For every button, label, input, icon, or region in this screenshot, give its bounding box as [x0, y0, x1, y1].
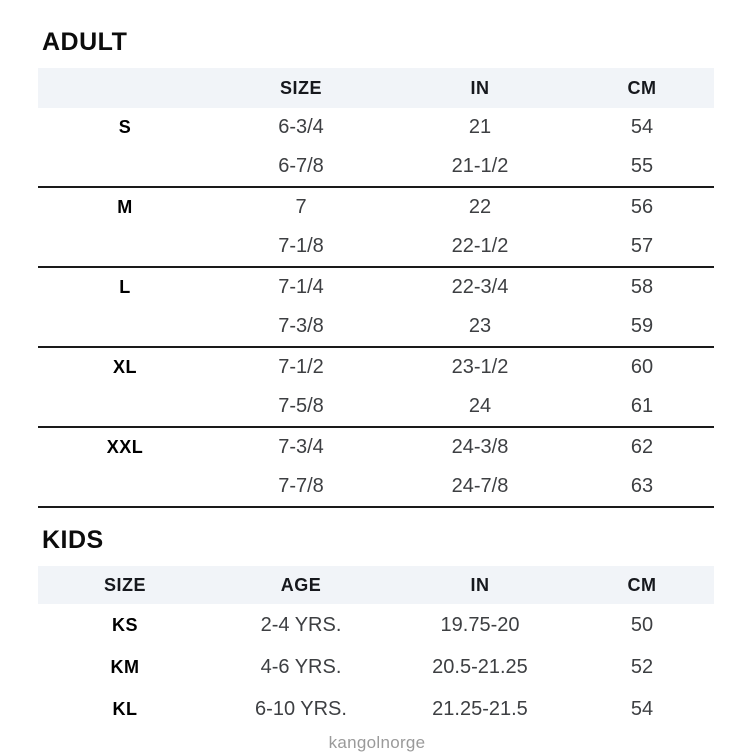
- table-row: [38, 268, 714, 307]
- cm-value: 50: [630, 613, 654, 636]
- size-group-l: [38, 268, 714, 348]
- hat-size-value: 7-5/8: [278, 395, 324, 417]
- kids-header-in: IN: [470, 574, 490, 595]
- inches-value: 21: [468, 116, 492, 138]
- adult-header-cm: CM: [627, 77, 657, 98]
- inches-value: 24: [468, 395, 492, 417]
- cm-value: 63: [630, 475, 654, 497]
- size-group-m: [38, 188, 714, 268]
- adult-header-in: IN: [470, 77, 490, 98]
- table-row: [38, 108, 714, 147]
- cm-value: 55: [630, 155, 654, 177]
- inches-value: 22: [468, 196, 492, 218]
- table-row: [38, 307, 714, 346]
- age-value: 4-6 YRS.: [260, 655, 342, 678]
- size-label: XXL: [106, 437, 144, 457]
- hat-size-value: 7-1/4: [278, 276, 324, 298]
- cm-value: 62: [630, 436, 654, 458]
- size-label: XL: [112, 357, 137, 377]
- cm-value: 57: [630, 235, 654, 257]
- table-row: [38, 227, 714, 266]
- cm-value: 58: [630, 276, 654, 298]
- table-row: [38, 428, 714, 467]
- inches-value: 22-1/2: [451, 235, 509, 257]
- inches-value: 21.25-21.5: [432, 697, 528, 720]
- cm-value: 54: [630, 116, 654, 138]
- age-value: 2-4 YRS.: [260, 613, 342, 636]
- kids-size-table: [38, 566, 714, 730]
- hat-size-value: 7-1/8: [278, 235, 324, 257]
- inches-value: 20.5-21.25: [432, 655, 528, 678]
- size-group-s: [38, 108, 714, 188]
- kids-table-header-row: [38, 566, 714, 604]
- table-row: [38, 387, 714, 426]
- size-label: KL: [112, 698, 138, 719]
- inches-value: 23: [468, 315, 492, 337]
- size-label: KM: [110, 656, 140, 677]
- cm-value: 61: [630, 395, 654, 417]
- inches-value: 21-1/2: [451, 155, 509, 177]
- size-label: L: [119, 277, 131, 297]
- table-row: [38, 348, 714, 387]
- brand-watermark: kangolnorge: [328, 733, 426, 752]
- size-label: KS: [111, 614, 138, 635]
- size-group-xxl: [38, 428, 714, 508]
- adult-section-title: ADULT: [42, 28, 128, 56]
- table-row: [38, 467, 714, 506]
- age-value: 6-10 YRS.: [255, 697, 347, 720]
- hat-size-value: 7-1/2: [278, 356, 324, 378]
- cm-value: 52: [630, 655, 654, 678]
- hat-size-value: 7-7/8: [278, 475, 324, 497]
- hat-size-value: 7-3/4: [278, 436, 324, 458]
- inches-value: 24-3/8: [451, 436, 509, 458]
- hat-size-value: 6-3/4: [278, 116, 324, 138]
- cm-value: 59: [630, 315, 654, 337]
- size-label: M: [117, 197, 133, 217]
- inches-value: 23-1/2: [451, 356, 509, 378]
- kids-header-size: SIZE: [103, 574, 146, 595]
- adult-size-table: [38, 68, 714, 508]
- table-row: [38, 188, 714, 227]
- inches-value: 24-7/8: [451, 475, 509, 497]
- size-label: S: [118, 117, 132, 137]
- adult-table-header-row: [38, 68, 714, 108]
- table-row: [38, 147, 714, 186]
- table-row: [38, 604, 714, 646]
- hat-size-value: 6-7/8: [278, 155, 324, 177]
- cm-value: 60: [630, 356, 654, 378]
- table-row: [38, 646, 714, 688]
- cm-value: 56: [630, 196, 654, 218]
- cm-value: 54: [630, 697, 654, 720]
- table-row: [38, 688, 714, 730]
- inches-value: 19.75-20: [440, 613, 520, 636]
- size-group-xl: [38, 348, 714, 428]
- kids-header-cm: CM: [627, 574, 657, 595]
- kids-header-age: AGE: [280, 574, 322, 595]
- hat-size-value: 7: [295, 196, 307, 218]
- hat-size-value: 7-3/8: [278, 315, 324, 337]
- adult-header-size: SIZE: [279, 77, 322, 98]
- kids-section-title: KIDS: [42, 526, 104, 554]
- inches-value: 22-3/4: [451, 276, 509, 298]
